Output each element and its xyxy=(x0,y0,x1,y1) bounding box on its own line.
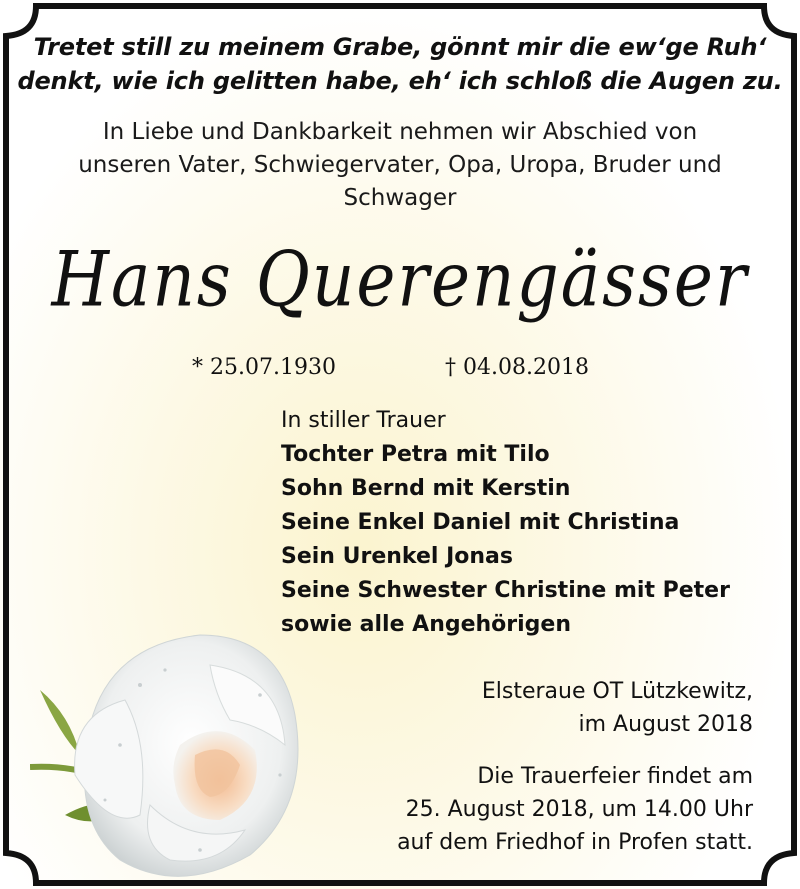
service-line-1: Die Trauerfeier findet am xyxy=(477,764,753,789)
place-line-1: Elsteraue OT Lützkewitz, xyxy=(481,679,753,704)
intro-line-2: unseren Vater, Schwiegervater, Opa, Uropa, Bruder und xyxy=(78,152,722,178)
death-date: † 04.08.2018 xyxy=(445,355,589,380)
mourner-entry: Seine Schwester Christine mit Peter xyxy=(281,578,730,603)
mourner-entry: sowie alle Angehörigen xyxy=(281,612,572,637)
service-line-2: 25. August 2018, um 14.00 Uhr xyxy=(405,797,753,822)
intro-line-1: In Liebe und Dankbarkeit nehmen wir Abschied von xyxy=(102,119,698,145)
mourner-entry: Tochter Petra mit Tilo xyxy=(281,442,550,467)
mourners-list xyxy=(281,404,730,642)
service-line-3: auf dem Friedhof in Profen statt. xyxy=(397,830,753,855)
mourner-entry: Sein Urenkel Jonas xyxy=(281,544,513,569)
verse-line-2: denkt, wie ich gelitten habe, eh‘ ich schloß die Augen zu. xyxy=(17,67,783,95)
deceased-name: Hans Querengässer xyxy=(51,235,749,324)
intro-line-3: Schwager xyxy=(343,185,457,211)
mourner-entry: Seine Enkel Daniel mit Christina xyxy=(281,510,680,535)
place-line-2: im August 2018 xyxy=(578,712,753,737)
mourners-heading: In stiller Trauer xyxy=(281,408,446,433)
farewell-intro xyxy=(40,116,760,215)
verse-line-1: Tretet still zu meinem Grabe, gönnt mir die ew‘ge Ruh‘ xyxy=(33,33,767,61)
mourner-entry: Sohn Bernd mit Kerstin xyxy=(281,476,571,501)
poem-verse xyxy=(0,30,800,98)
funeral-service-info xyxy=(397,760,753,859)
place-and-date xyxy=(482,675,753,741)
white-rose-image xyxy=(30,605,320,889)
birth-date: * 25.07.1930 xyxy=(192,355,336,380)
